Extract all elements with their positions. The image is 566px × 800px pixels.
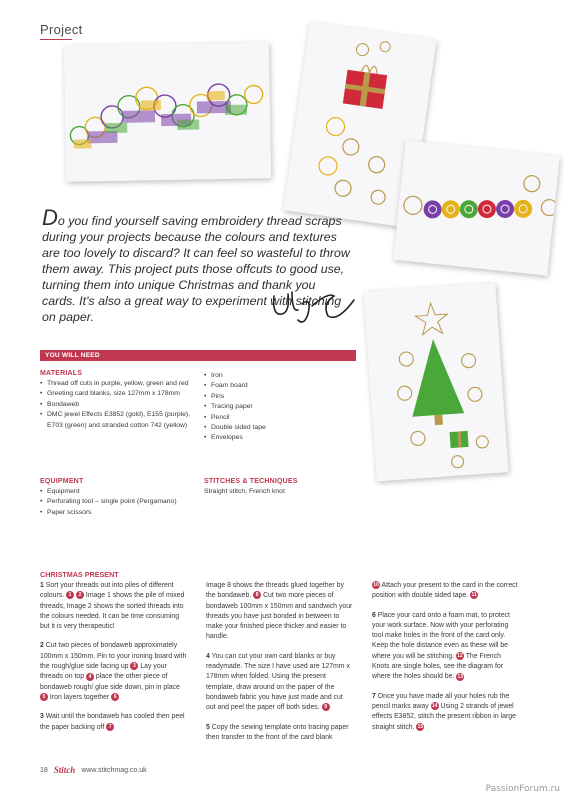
section-rule — [40, 39, 72, 40]
equipment-heading: EQUIPMENT — [40, 478, 84, 485]
step-number: 3 — [40, 713, 44, 721]
image-badge: 9 — [322, 703, 330, 711]
step-2 — [40, 641, 188, 703]
card-photo-chain — [393, 140, 560, 276]
step-5 — [206, 723, 354, 744]
step-text: Image 1 shows the pile of mixed threads, Image 2 shows the sorted threads into the colours needed. It can be time consuming but it is very therapeutic! — [40, 592, 185, 631]
list-item: • Perforating tool – single point (Pergamano) — [40, 497, 192, 507]
image-badge: 14 — [431, 703, 438, 710]
list-item: • Tracing paper — [204, 402, 354, 412]
step-text: Cut two more pieces of bondaweb 100mm x 150mm and sandwich your threads you have just bonded in between to make your finished piece thicker and easier to handle. — [206, 592, 353, 641]
step-text: Image 8 shows the threads glued together by the bondaweb. — [206, 582, 344, 600]
page-number: 18 — [40, 766, 48, 774]
image-badge: 7 — [106, 723, 114, 731]
list-item: • Iron — [204, 371, 354, 381]
step-number: 6 — [372, 611, 376, 619]
step-text: Wait until the bondaweb has cooled then peel the paper backing off — [40, 713, 185, 731]
image-badge: 2 — [76, 591, 84, 599]
step-3 — [40, 712, 188, 733]
list-item: • Envelopes — [204, 433, 354, 443]
list-item: • Thread off cuts in purple, yellow, green and red — [40, 379, 192, 389]
intro-text: o you find yourself saving embroidery thread scraps during your projects because the colours and textures are too lovely to discard? It can feel so wasteful to throw them away. This project puts those offcuts to good use, turning them into unique Christmas and thank you cards. It's also a great way to experiment with stitching on paper. — [42, 214, 350, 324]
step-text: Lay your threads on top — [40, 663, 167, 681]
step-text: Sort your threads out into piles of different colours. — [40, 582, 174, 600]
tree-card-illustration — [364, 283, 509, 482]
instructions-column-1 — [40, 581, 188, 742]
step-3-continued — [206, 581, 354, 643]
list-item: • DMC jewel Effects E3852 (gold), E155 (purple), E703 (green) and stranded cotton 742 (yellow) — [40, 410, 192, 431]
image-badge: 15 — [417, 723, 424, 730]
list-item: • Pins — [204, 392, 354, 402]
step-4 — [206, 652, 354, 714]
section-label: Project — [40, 22, 83, 37]
step-5-continued — [372, 581, 520, 602]
image-badge: 8 — [253, 591, 261, 599]
list-item: • Greeting card blanks, size 127mm x 178mm — [40, 389, 192, 399]
stitches-heading: STITCHES & TECHNIQUES — [204, 478, 298, 485]
step-text: Place your card onto a foam mat, to protect your work surface. Now with your perforating tool make holes in the front of the card only. Keep the hole distance even as these will be where you will be stitching. — [372, 611, 510, 660]
intro-dropcap: D — [42, 205, 58, 230]
step-text: Using 2 strands of jewel effects E3852, stitch the present ribbon in large straight stitch. — [372, 702, 516, 731]
step-text: The French Knots are single holes, see the diagram for where the holes should be. — [372, 652, 503, 681]
image-badge: 12 — [457, 652, 463, 659]
image-badge: 1 — [66, 591, 74, 599]
image-badge: 10 — [373, 582, 379, 589]
step-text: You can cut your own card blanks or buy readymade. The size I have used are 127mm x 178mm when folded. Using the present template, draw around on the paper of the bondaweb fabric you have just made and cut out and peel the paper off both sides. — [206, 652, 350, 712]
you-will-need-bar: YOU WILL NEED — [40, 350, 356, 361]
materials-heading: MATERIALS — [40, 370, 83, 377]
materials-list — [40, 379, 192, 431]
image-badge: 5 — [40, 693, 48, 701]
instructions-column-2 — [206, 581, 354, 752]
step-text: Iron layers together — [49, 693, 110, 701]
list-item: • Pencil — [204, 413, 354, 423]
step-text: Cut two pieces of bondaweb approximately 100mm x 150mm. Pin to your ironing board with the rough/glue side facing up — [40, 642, 187, 671]
step-number: 5 — [206, 723, 210, 731]
image-badge: 3 — [130, 662, 138, 670]
step-number: 2 — [40, 642, 44, 650]
list-item: • Bondaweb — [40, 400, 192, 410]
instructions-column-3 — [372, 581, 520, 742]
watermark-text: PassionForum.ru — [485, 784, 560, 794]
step-text: Copy the sewing template onto tracing paper then transfer to the front of the card blank — [206, 723, 349, 741]
image-badge: 4 — [86, 673, 94, 681]
step-number: 7 — [372, 692, 376, 700]
stitches-text: Straight stitch, French knot — [204, 488, 285, 495]
step-7 — [372, 692, 520, 733]
list-item: • Paper scissors — [40, 508, 192, 518]
list-item: • Double sided tape — [204, 423, 354, 433]
step-1 — [40, 581, 188, 632]
wave-card-illustration — [64, 42, 271, 182]
step-6 — [372, 611, 520, 683]
step-text: Attach your present to the card in the correct position with double sided tape. — [372, 582, 518, 600]
step-number: 1 — [40, 582, 44, 589]
website-link[interactable]: www.stitchmag.co.uk — [81, 766, 147, 774]
list-item: • Equipment — [40, 487, 192, 497]
image-badge: 6 — [111, 693, 119, 701]
image-badge: 13 — [457, 673, 464, 680]
list-item: • Foam board — [204, 381, 354, 391]
chain-card-illustration — [393, 140, 560, 276]
image-badge: 11 — [471, 592, 477, 599]
materials-list-right — [204, 371, 354, 444]
step-text: Once you have made all your holes rub the pencil marks away — [372, 692, 510, 710]
step-text: place the other piece of bondaweb rough/ glue side down, pin in place — [40, 673, 180, 691]
magazine-logo: Stitch — [53, 765, 76, 775]
signature-image — [268, 286, 360, 330]
instructions-heading: CHRISTMAS PRESENT — [40, 570, 119, 579]
page-footer — [40, 765, 147, 775]
card-photo-wave — [64, 42, 271, 182]
card-photo-tree — [364, 283, 509, 482]
step-number: 4 — [206, 652, 210, 660]
equipment-list — [40, 487, 192, 518]
